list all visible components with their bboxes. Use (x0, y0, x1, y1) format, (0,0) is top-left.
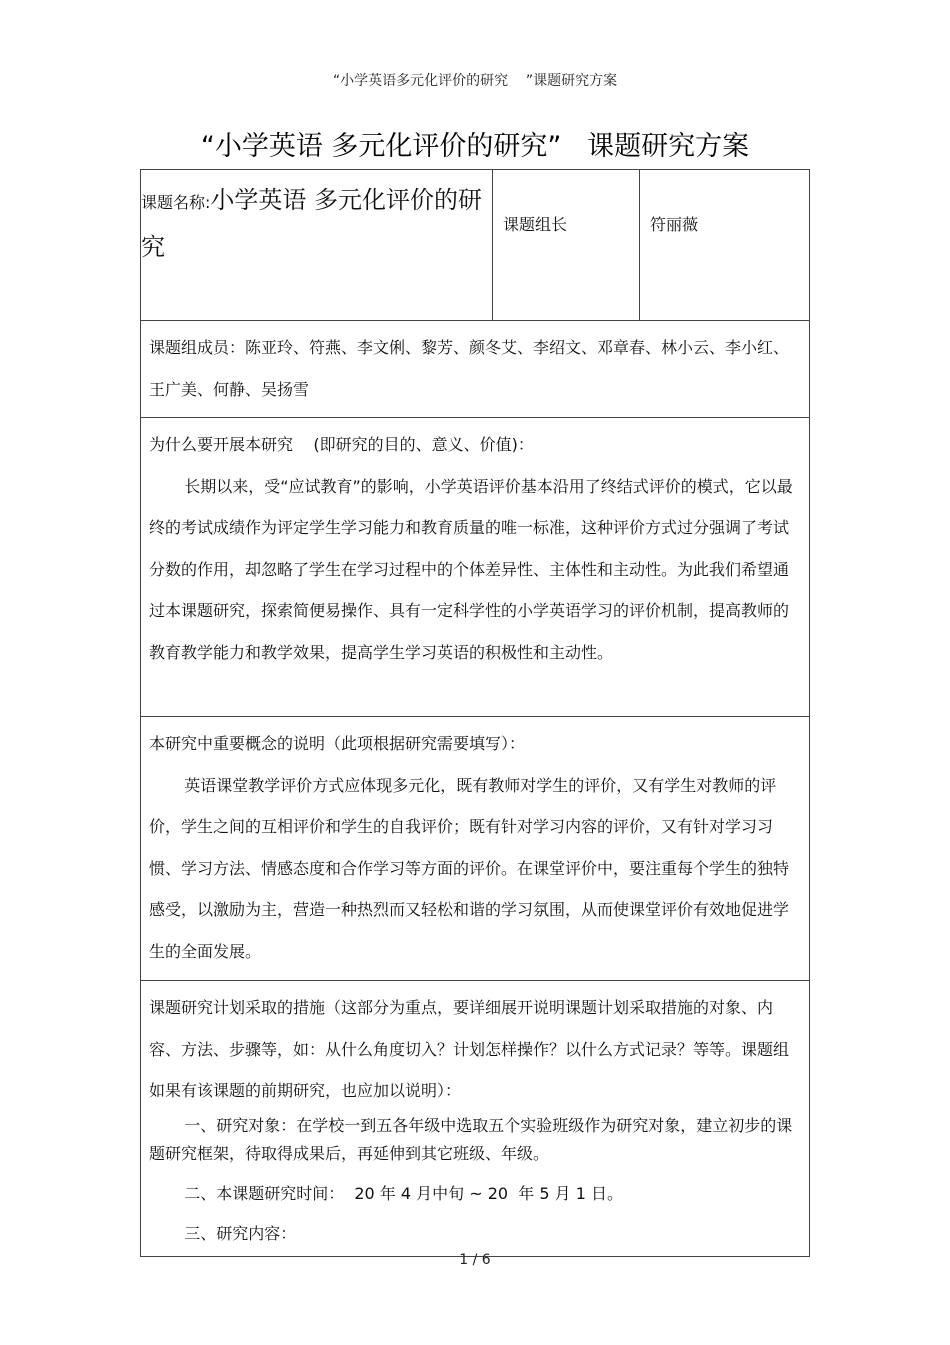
why-cell (141, 418, 810, 717)
leader-label-cell (493, 170, 640, 321)
measures-row (141, 981, 810, 1257)
leader-value-cell (640, 170, 810, 321)
concepts-body: 英语课堂教学评价方式应体现多元化，既有教师对学生的评价，又有学生对教师的评价，学生之间的互相评价和学生的自我评价；既有针对学习内容的评价，又有针对学习习惯、学习方法、情感态度和合作学习等方面的评价。在课堂评价中，要注重每个学生的独特感受，以激励为主，营造一种热烈而又轻松和谐的学习氛围，从而使课堂评价有效地促进学生的全面发展。 (149, 775, 790, 961)
running-header: “小学英语多元化评价的研究 ”课题研究方案 (332, 73, 618, 89)
measures-heading: 课题研究计划采取的措施（这部分为重点，要详细展开说明课题计划采取措施的对象、内容、方法、步骤等，如：从什么角度切入？计划怎样操作？以什么方式记录？等等。课题组如果有该课题的前期研究，也应加以说明）： (149, 998, 790, 1100)
measures-cell (141, 981, 810, 1257)
members-cell (141, 321, 810, 418)
proposal-form-table (140, 169, 810, 1257)
concepts-row (141, 717, 810, 981)
topic-name-label: 课题名称: (141, 193, 211, 212)
concepts-heading: 本研究中重要概念的说明（此项根据研究需要填写）： (149, 734, 526, 753)
why-body: 长期以来，受“应试教育”的影响，小学英语评价基本沿用了终结式评价的模式，它以最终的考试成绩作为评定学生学习能力和教育质量的唯一标准，这种评价方式过分强调了考试分数的作用，却忽略了学生在学习过程中的个体差异性、主体性和主动性。为此我们希望通过本课题研究，探索简便易操作、具有一定科学性的小学英语学习的评价机制，提高教师的教育教学能力和教学效果，提高学生学习英语的积极性和主动性。 (149, 476, 793, 662)
measures-item-3: 三、研究内容： (184, 1223, 297, 1243)
concepts-cell (141, 717, 810, 981)
page-number: 1 / 6 (459, 1252, 491, 1268)
why-heading: 为什么要开展本研究 (即研究的目的、意义、价值)： (149, 435, 534, 454)
leader-label: 课题组长 (503, 215, 568, 234)
measures-item-2: 二、本课题研究时间： 20 年 4 月中旬 ~ 20 年 5 月 1 日。 (184, 1183, 623, 1203)
members-row (141, 321, 810, 418)
measures-item-1: 一、研究对象：在学校一到五各年级中选取五个实验班级作为研究对象，建立初步的课题研究框架，待取得成果后，再延伸到其它班级、年级。 (149, 1115, 793, 1163)
topic-name-value: 小学英语 多元化评价的研究 (141, 186, 483, 261)
members-text: 课题组成员：陈亚玲、符燕、李文俐、黎芳、颜冬艾、李绍文、邓章春、林小云、李小红、王广美、何静、吴扬雪 (149, 338, 790, 399)
leader-value: 符丽薇 (650, 215, 699, 234)
why-row (141, 418, 810, 717)
document-title: “小学英语 多元化评价的研究” 课题研究方案 (200, 131, 750, 162)
topic-row (141, 170, 810, 321)
topic-name-cell (141, 170, 493, 321)
